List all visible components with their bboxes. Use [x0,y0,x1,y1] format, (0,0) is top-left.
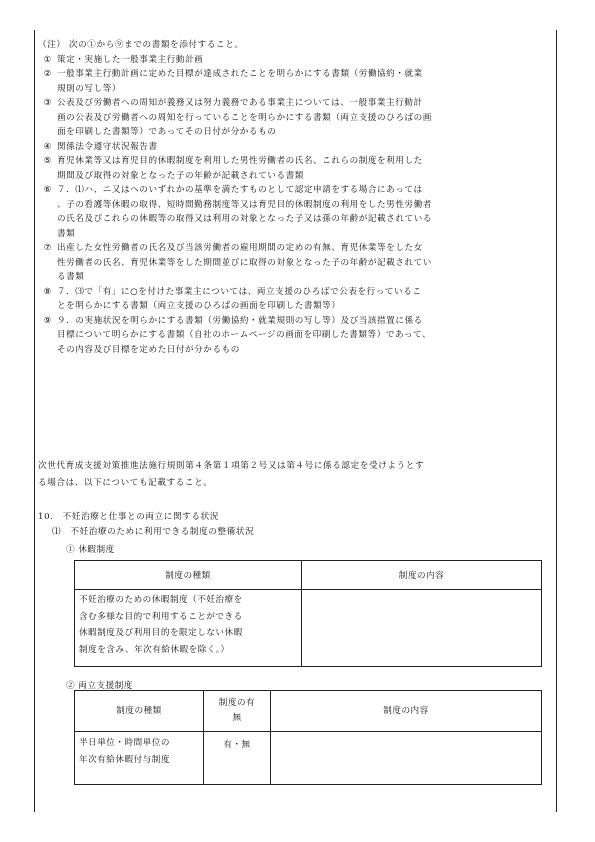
note-item-mark [38,111,57,126]
table-header-row [75,561,542,590]
note-item-mark [38,198,57,213]
note-item-text: 画の公表及び労働者への周知を行っていることを明らかにする書類（両立支援のひろばの画 [57,112,432,123]
note-item-text: 性労働者の氏名、育児休業等をした期間並びに取得の対象となった子の年齢が記載されてい [57,257,432,268]
note-item-line [38,241,552,256]
note-item-text: 書類 [57,228,76,239]
cell-line: 制度を含み、年次有給休暇を除く。） [79,644,230,655]
regulation-note-line: 次世代育成支援対策推進法施行規則第４条第１項第２号又は第４号に係る認定を受けようとす [38,461,425,471]
note-item-text: 関係法令遵守状況報告書 [57,141,158,152]
table-header-row [75,691,542,732]
note-item-mark: ③ [43,98,52,108]
note-item-mark [38,343,57,358]
column-header [204,691,271,732]
note-item-mark [38,212,57,227]
section-10 [38,510,552,539]
page-border-left [34,30,35,812]
note-item-mark [38,125,57,140]
note-item-line [38,125,552,140]
header-line: 制度の有 [218,698,256,708]
table-row [75,590,542,667]
note-item-mark [38,270,57,285]
cell-line: 休暇制度及び利用目的を限定しない休暇 [79,628,243,638]
note-item-mark [38,169,57,184]
note-item-mark: ⑦ [43,243,52,253]
note-item-line [38,67,552,82]
note-item-line [38,212,552,227]
note-item-text: 期間及び取得の対象となった子の年齢が記載されている書類 [57,170,304,181]
note-item-text: 面を印刷した書類等）であってその日付が分かるもの [57,127,277,137]
note-item-text: 規則の写し等） [57,83,122,94]
cell-line: 含む多様な目的で利用することができる [79,611,243,622]
header-line: 無 [232,713,242,723]
cell-line: 年次有給休暇付与制度 [79,754,170,765]
cell-line: 半日単位・時間単位の [79,738,170,748]
support-system-table [74,690,542,785]
column-header: 制度の内容 [302,561,542,590]
note-item-text: 公表及び労働者への周知が義務又は努力義務である事業主については、一般事業主行動計 [57,98,423,108]
regulation-note-line: る場合は、以下についても記載すること。 [38,477,213,488]
system-content-input[interactable] [302,590,542,667]
note-item-line [38,285,552,300]
note-item-text: 出産した女性労働者の氏名及び当該労働者の雇用期間の定めの有無、育児休業等をした女 [57,243,423,253]
notes-intro: （注） 次の①から⑨までの書類を添付すること。 [38,40,244,50]
note-item-text: ７．⑶で「有」に○を付けた事業主については、両立支援のひろばで公表を行っているこ [57,286,422,297]
note-item-line [38,270,552,285]
note-item-mark [38,328,57,343]
page-border-right [556,30,557,812]
note-item-line [38,183,552,198]
note-item-text: その内容及び目標を定めた日付が分かるもの [57,344,240,355]
note-item-line [38,227,552,242]
note-item-line [38,140,552,155]
system-content-input[interactable] [271,732,542,785]
note-item-line [38,169,552,184]
note-item-text: る書類 [57,272,85,282]
system-type-cell [75,590,302,667]
note-item-line [38,314,552,329]
note-item-mark [38,227,57,242]
note-item-mark: ⑧ [43,286,52,297]
note-item-text: ９．の実施状況を明らかにする書類（労働協約・就業規則の写し等）及び当該措置に係る [57,315,423,326]
note-item-mark: ② [43,69,52,79]
section-10-heading: 10. 不妊治療と仕事との両立に関する状況 [38,512,219,522]
regulation-note [38,458,552,491]
note-item-mark [38,82,57,97]
note-item-line [38,154,552,169]
column-header: 制度の種類 [75,691,204,732]
note-item-line [38,111,552,126]
section-10-sub1: ⑴ 不妊治療のために利用できる制度の整備状況 [52,526,255,537]
column-header: 制度の種類 [75,561,302,590]
note-item-text: ７．⑴ハ、ニ又はヘのいずれかの基準を満たすものとして認定申請をする場合にあっては [57,185,423,195]
note-item-mark: ⑥ [43,185,52,195]
note-item-text: 一般事業主行動計画に定めた目標が達成されたことを明らかにする書類（労働協約・就業 [57,69,423,79]
note-item-line [38,328,552,343]
note-item-mark: ④ [43,141,52,152]
note-item-text: 目標について明らかにする書類（自社のホームページの画面を印刷した書類等）であって、 [57,330,432,340]
note-item-text: 策定・実施した一般事業主行動計画 [57,54,204,65]
note-item-line [38,198,552,213]
column-header: 制度の内容 [271,691,542,732]
note-item-text: の氏名及びこれらの休暇等の取得又は利用の対象となった子又は孫の年齢が記載されている [57,214,432,224]
note-item-mark [38,256,57,271]
note-item-line [38,82,552,97]
table-row [75,732,542,785]
note-item-line [38,256,552,271]
note-item-text: とを明らかにする書類（両立支援のひろばの画面を印刷した書類等） [57,301,341,311]
note-item-mark [38,299,57,314]
note-item-line [38,299,552,314]
note-item-mark: ⑨ [43,315,52,326]
note-item-line [38,53,552,68]
note-item-text: 育児休業等又は育児目的休暇制度を利用した男性労働者の氏名、これらの制度を利用した [57,156,423,166]
note-item-mark: ⑤ [43,156,52,166]
system-type-cell [75,732,204,785]
notes-list [38,53,552,358]
note-item-line [38,343,552,358]
availability-choice[interactable]: 有・無 [204,732,271,785]
cell-line: 不妊治療のための休暇制度（不妊治療を [79,595,243,605]
leave-system-table [74,560,542,667]
note-item-text: 、子の看護等休暇の取得、短時間勤務制度等又は育児目的休暇制度の利用をした男性労働者 [57,199,432,210]
leave-system-label: ① 休暇制度 [66,545,115,555]
note-item-line [38,96,552,111]
support-system-label: ② 両立支援制度 [66,681,133,691]
attachment-notes [38,38,552,357]
note-item-mark: ① [43,54,52,65]
